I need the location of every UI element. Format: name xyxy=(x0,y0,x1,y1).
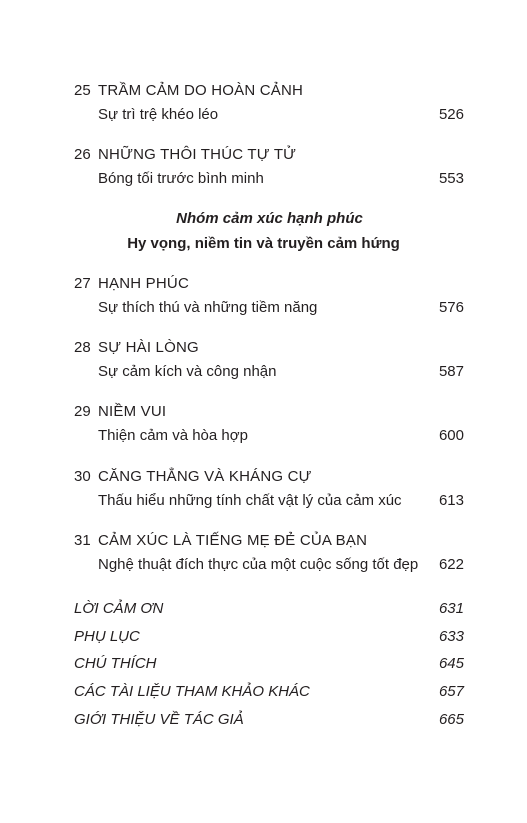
toc-entry-chapter-27[interactable] xyxy=(0,275,527,325)
chapter-number: 30 xyxy=(74,468,91,485)
toc-entry-chapter-31[interactable] xyxy=(0,532,527,582)
chapter-number: 28 xyxy=(74,339,91,356)
chapter-number: 25 xyxy=(74,82,91,99)
back-matter-page-number: 645 xyxy=(438,655,464,672)
chapter-title: HẠNH PHÚC xyxy=(98,275,189,292)
chapter-title: NIỀM VUI xyxy=(98,403,167,420)
back-matter-title: PHỤ LỤC xyxy=(74,628,140,645)
chapter-subtitle: Sự thích thú và những tiềm năng xyxy=(98,299,318,316)
chapter-number: 26 xyxy=(74,146,91,163)
chapter-subtitle: Sự trì trệ khéo léo xyxy=(98,106,219,123)
back-matter-page-number: 665 xyxy=(438,711,464,728)
chapter-page-number: 613 xyxy=(438,492,464,509)
section-group-title: Hy vọng, niềm tin và truyền cảm hứng xyxy=(127,235,400,252)
back-matter-title: CÁC TÀI LIỆU THAM KHẢO KHÁC xyxy=(74,683,310,700)
back-matter-page-number: 631 xyxy=(438,600,464,617)
toc-entry-acknowledgements[interactable] xyxy=(0,600,527,620)
chapter-title: TRẦM CẢM DO HOÀN CẢNH xyxy=(98,82,304,99)
chapter-title: NHỮNG THÔI THÚC TỰ TỬ xyxy=(98,146,297,163)
back-matter-title: GIỚI THIỆU VỀ TÁC GIẢ xyxy=(74,711,244,728)
toc-entry-chapter-30[interactable] xyxy=(0,468,527,518)
chapter-number: 29 xyxy=(74,403,91,420)
chapter-title: CĂNG THẲNG VÀ KHÁNG CỰ xyxy=(98,468,312,485)
chapter-title: SỰ HÀI LÒNG xyxy=(98,339,199,356)
toc-entry-about-author[interactable] xyxy=(0,711,527,731)
back-matter-page-number: 657 xyxy=(438,683,464,700)
chapter-title: CẢM XÚC LÀ TIẾNG MẸ ĐẺ CỦA BẠN xyxy=(98,532,368,549)
toc-entry-appendix[interactable] xyxy=(0,628,527,648)
chapter-page-number: 553 xyxy=(438,170,464,187)
chapter-subtitle: Nghệ thuật đích thực của một cuộc sống tốt đẹp xyxy=(98,556,419,573)
toc-entry-chapter-26[interactable] xyxy=(0,146,527,196)
chapter-subtitle: Bóng tối trước bình minh xyxy=(98,170,264,187)
back-matter-page-number: 633 xyxy=(438,628,464,645)
chapter-subtitle: Sự cảm kích và công nhận xyxy=(98,363,277,380)
chapter-page-number: 576 xyxy=(438,299,464,316)
chapter-number: 31 xyxy=(74,532,91,549)
back-matter-title: CHÚ THÍCH xyxy=(74,655,157,672)
section-group-label: Nhóm cảm xúc hạnh phúc xyxy=(176,210,363,227)
toc-entry-chapter-29[interactable] xyxy=(0,403,527,453)
chapter-subtitle: Thấu hiểu những tính chất vật lý của cảm xúc xyxy=(98,492,402,509)
chapter-number: 27 xyxy=(74,275,91,292)
back-matter-title: LỜI CẢM ƠN xyxy=(74,600,164,617)
chapter-page-number: 600 xyxy=(438,427,464,444)
toc-entry-chapter-28[interactable] xyxy=(0,339,527,389)
chapter-subtitle: Thiện cảm và hòa hợp xyxy=(98,427,248,444)
toc-entry-further-reading[interactable] xyxy=(0,683,527,703)
chapter-page-number: 622 xyxy=(438,556,464,573)
toc-entry-chapter-25[interactable] xyxy=(0,82,527,132)
toc-entry-notes[interactable] xyxy=(0,655,527,675)
chapter-page-number: 587 xyxy=(438,363,464,380)
chapter-page-number: 526 xyxy=(438,106,464,123)
